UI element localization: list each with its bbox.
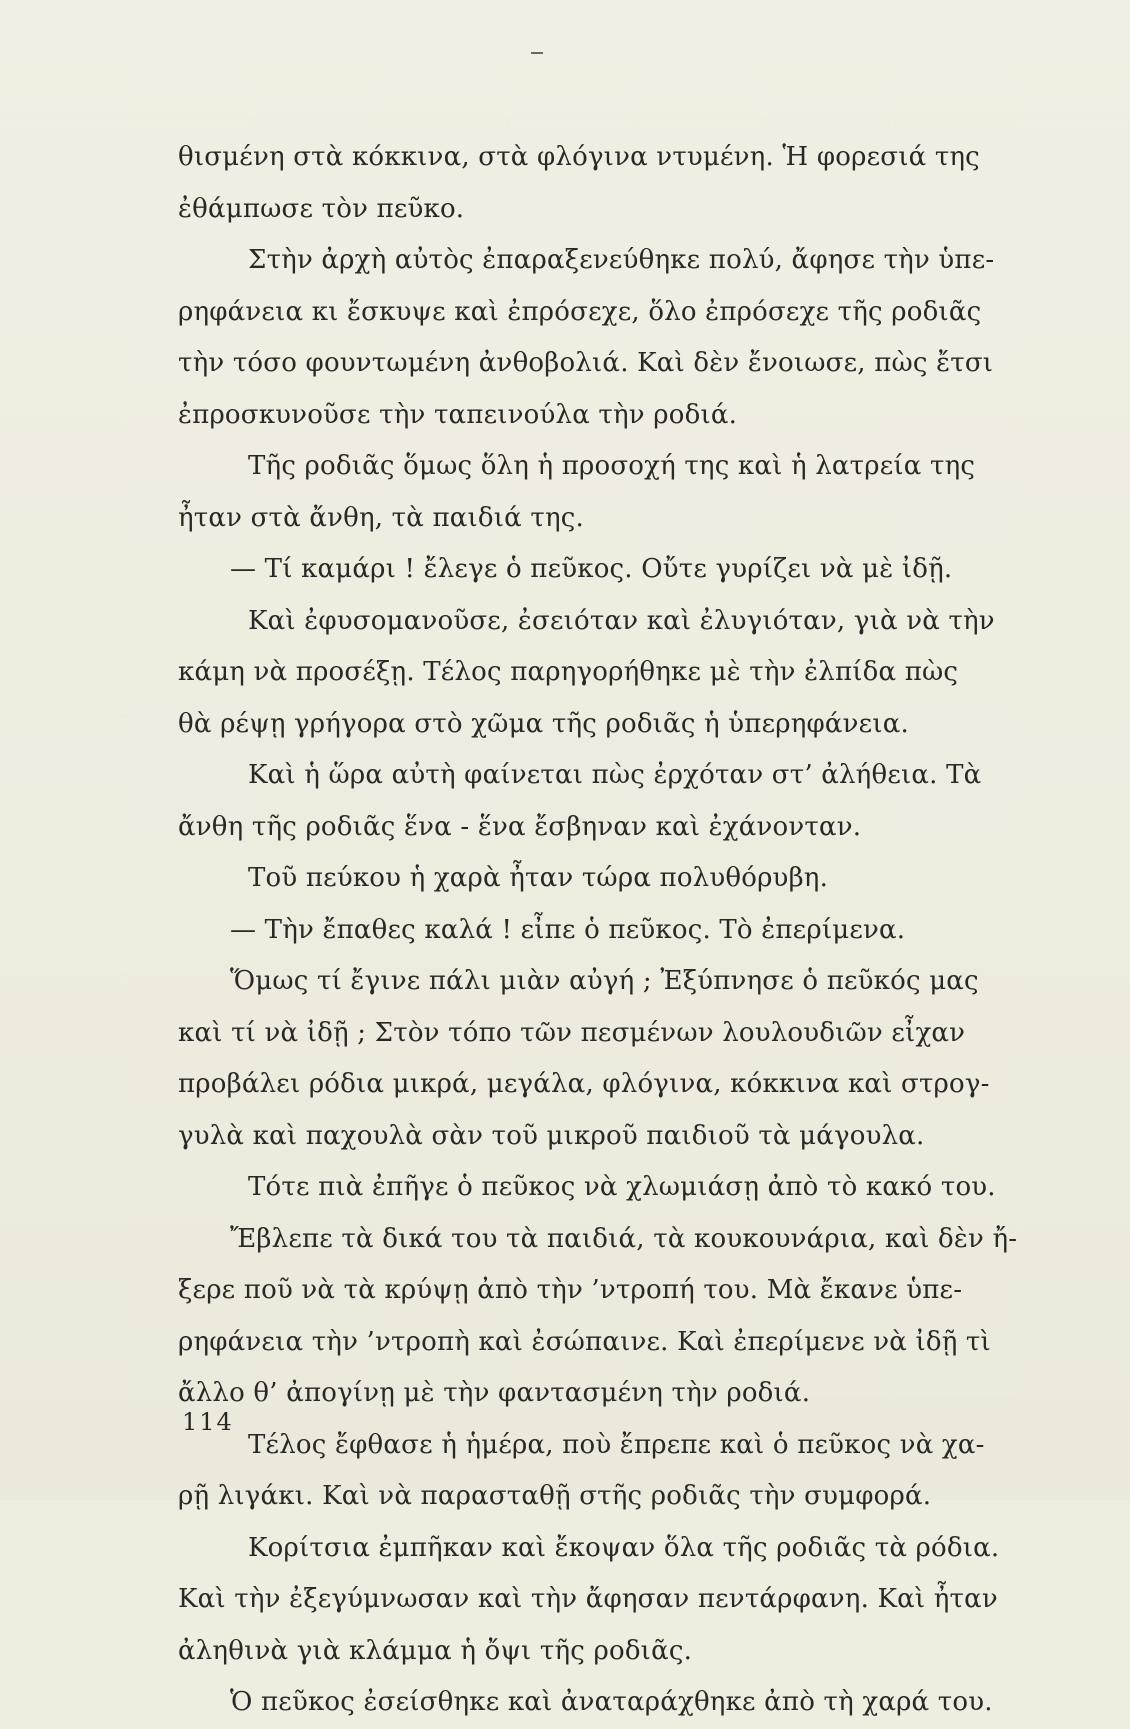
top-printer-mark: [531, 52, 543, 54]
text-line: ἦταν στὰ ἄνθη, τὰ παιδιά της.: [178, 502, 584, 533]
text-line: Τῆς ροδιᾶς ὅμως ὅλη ἡ προσοχή της καὶ ἡ λατρεία της: [248, 451, 976, 481]
text-line: Στὴν ἀρχὴ αὐτὸς ἐπαραξενεύθηκε πολύ, ἄφησε τὴν ὑπε-: [248, 245, 995, 275]
text-line: ἄνθη τῆς ροδιᾶς ἕνα - ἕνα ἔσβηναν καὶ ἐχάνονταν.: [178, 811, 862, 842]
text-line: Ὁ πεῦκος ἐσείσθηκε καὶ ἀναταράχθηκε ἀπὸ τὴ χαρά του.: [230, 1687, 993, 1717]
text-line: ρῇ λιγάκι. Καὶ νὰ παρασταθῇ στῆς ροδιᾶς τὴν συμφορά.: [178, 1481, 932, 1511]
text-line: ξερε ποῦ νὰ τὰ κρύψῃ ἀπὸ τὴν ’ντροπή του. Μὰ ἔκανε ὑπε-: [178, 1275, 963, 1305]
text-line: Καὶ ἡ ὥρα αὐτὴ φαίνεται πὼς ἐρχόταν στ’ ἀλήθεια. Τὰ: [248, 760, 982, 790]
text-line: καὶ τί νὰ ἰδῇ ; Στὸν τόπο τῶν πεσμένων λουλουδιῶν εἶχαν: [178, 1017, 966, 1048]
page-number: 114: [182, 1408, 234, 1436]
text-line: προβάλει ρόδια μικρά, μεγάλα, φλόγινα, κόκκινα καὶ στρογ-: [178, 1069, 990, 1099]
text-line: θὰ ρέψῃ γρήγορα στὸ χῶμα τῆς ροδιᾶς ἡ ὑπερηφάνεια.: [178, 708, 909, 739]
text-line: θισμένη στὰ κόκκινα, στὰ φλόγινα ντυμένη. Ἡ φορεσιά της: [178, 142, 980, 172]
text-line: ἀληθινὰ γιὰ κλάμμα ἡ ὄψι τῆς ροδιᾶς.: [178, 1635, 693, 1666]
text-line: — Τὴν ἔπαθες καλά ! εἶπε ὁ πεῦκος. Τὸ ἐπερίμενα.: [230, 914, 906, 945]
text-line: ἄλλο θ’ ἀπογίνῃ μὲ τὴν φαντασμένη τὴν ροδιά.: [178, 1378, 811, 1408]
text-line: γυλὰ καὶ παχουλὰ σὰν τοῦ μικροῦ παιδιοῦ τὰ μάγουλα.: [178, 1120, 925, 1151]
text-line: κάμη νὰ προσέξῃ. Τέλος παρηγορήθηκε μὲ τὴν ἐλπίδα πὼς: [178, 657, 959, 687]
body-text: [178, 132, 1018, 1729]
text-line: Κορίτσια ἐμπῆκαν καὶ ἔκοψαν ὅλα τῆς ροδιᾶς τὰ ρόδια.: [248, 1532, 1000, 1563]
text-line: ἐπροσκυνοῦσε τὴν ταπεινούλα τὴν ροδιά.: [178, 399, 738, 430]
text-line: Καὶ τὴν ἐξεγύμνωσαν καὶ τὴν ἄφησαν πεντάρφανη. Καὶ ἦταν: [178, 1584, 998, 1614]
text-line: Τότε πιὰ ἐπῆγε ὁ πεῦκος νὰ χλωμιάσῃ ἀπὸ τὸ κακό του.: [248, 1172, 996, 1202]
text-line: Ὅμως τί ἔγινε πάλι μιὰν αὐγή ; Ἐξύπνησε ὁ πεῦκός μας: [230, 966, 979, 996]
text-line: τὴν τόσο φουντωμένη ἀνθοβολιά. Καὶ δὲν ἔνοιωσε, πὼς ἔτσι: [178, 348, 994, 378]
text-line: Τοῦ πεύκου ἡ χαρὰ ἦταν τώρα πολυθόρυβη.: [248, 863, 829, 893]
text-line: ρηφάνεια τὴν ’ντροπὴ καὶ ἐσώπαινε. Καὶ ἐπερίμενε νὰ ἰδῇ τὶ: [178, 1326, 991, 1357]
text-line: — Τί καμάρι ! ἔλεγε ὁ πεῦκος. Οὔτε γυρίζει νὰ μὲ ἰδῇ.: [230, 554, 953, 584]
text-line: Ἔβλεπε τὰ δικά του τὰ παιδιά, τὰ κουκουνάρια, καὶ δὲν ἤ-: [230, 1223, 1018, 1254]
text-line: Τέλος ἔφθασε ἡ ἡμέρα, ποὺ ἔπρεπε καὶ ὁ πεῦκος νὰ χα-: [248, 1429, 985, 1460]
text-line: ρηφάνεια κι ἔσκυψε καὶ ἐπρόσεχε, ὅλο ἐπρόσεχε τῆς ροδιᾶς: [178, 296, 982, 327]
text-line: ἐθάμπωσε τὸν πεῦκο.: [178, 193, 465, 224]
text-line: Καὶ ἐφυσομανοῦσε, ἐσειόταν καὶ ἐλυγιόταν, γιὰ νὰ τὴν: [248, 605, 995, 636]
